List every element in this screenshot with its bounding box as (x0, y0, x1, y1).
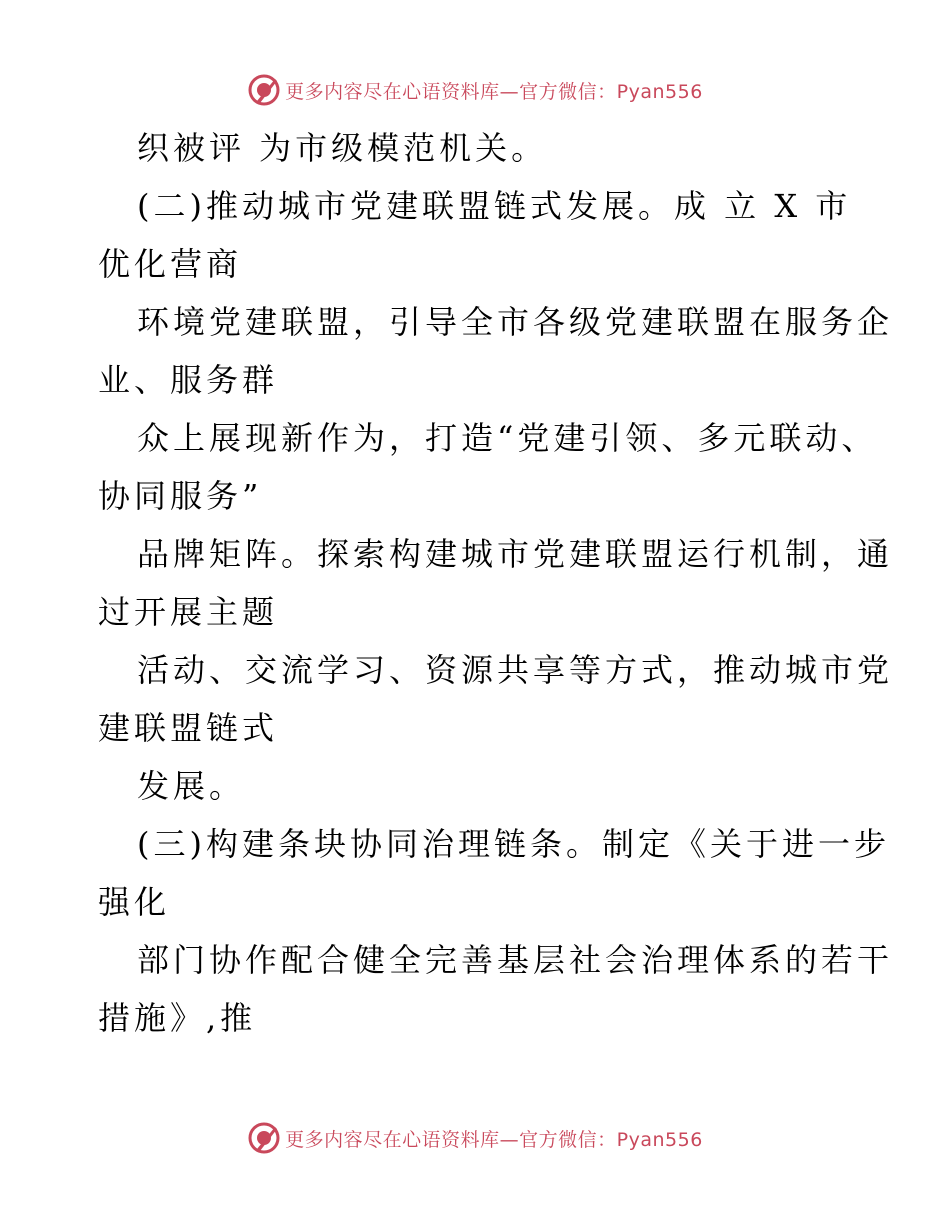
text-line: 品牌矩阵。探索构建城市党建联盟运行机制，通 (137, 535, 894, 573)
footer-watermark (0, 1118, 950, 1158)
text-line: 过开展主题 (98, 593, 279, 631)
text-line: 活动、交流学习、资源共享等方式，推动城市党 (137, 651, 894, 689)
text-line: 建联盟链式 (98, 709, 279, 747)
text-line: (三)构建条块协同治理链条。制定《关于进一步 (137, 825, 890, 863)
header-watermark (0, 70, 950, 110)
text-line: (二)推动城市党建联盟链式发展。成 立 X 市 (137, 187, 852, 225)
text-line: 发展。 (137, 767, 246, 805)
watermark-text: 更多内容尽在心语资料库—官方微信：Pyan556 (285, 1128, 703, 1151)
text-line: 环境党建联盟，引导全市各级党建联盟在服务企 (137, 303, 894, 341)
text-line: 业、服务群 (98, 361, 279, 399)
text-line: 优化营商 (98, 245, 243, 283)
quill-seal-icon (247, 1121, 281, 1155)
text-line: 部门协作配合健全完善基层社会治理体系的若干 (137, 941, 894, 979)
quill-seal-icon (247, 73, 281, 107)
watermark-text: 更多内容尽在心语资料库—官方微信：Pyan556 (285, 80, 703, 103)
text-line: 强化 (98, 883, 171, 921)
text-line: 措施》,推 (98, 999, 257, 1037)
text-line: 协同服务” (98, 477, 263, 515)
text-line: 众上展现新作为，打造“党建引领、多元联动、 (137, 419, 878, 457)
text-line: 织被评 为市级模范机关。 (137, 129, 548, 167)
